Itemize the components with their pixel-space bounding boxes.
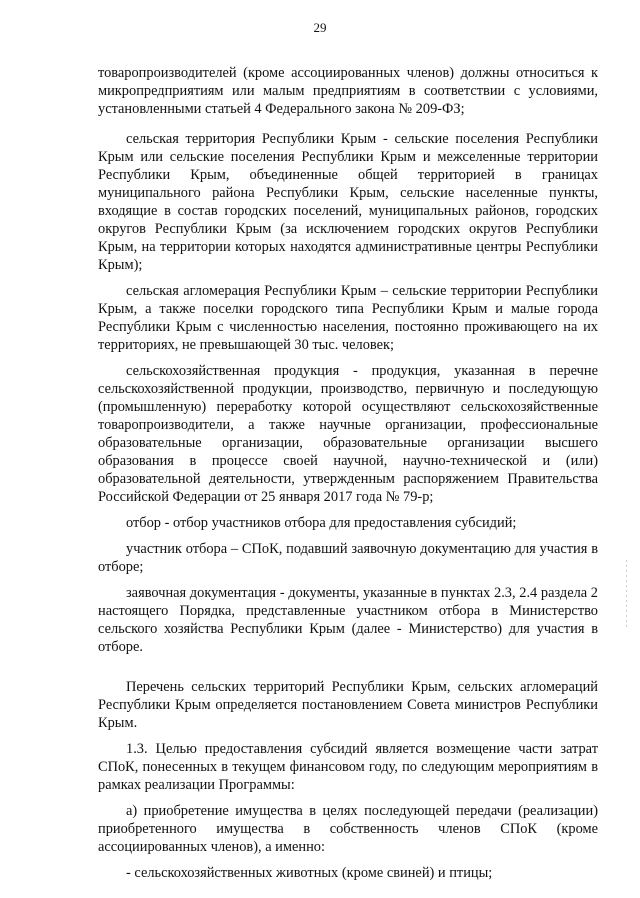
paragraph-rural-agglomeration: сельская агломерация Республики Крым – сельские территории Республики Крым, а также поселки городского типа Республики Крым и малые города Республики Крым с численностью населения, постоянно проживающего на их территориях, не превышающей 30 тыс. человек; [98,283,598,353]
paragraph-selection: отбор - отбор участников отбора для предоставления субсидий; [126,515,517,531]
paragraph-rural-territory: сельская территория Республики Крым - сельские поселения Республики Крым или сельские поселения Республики Крым и межселенные территории Республики Крым, объединенные общей территорией в границах муниципального района Республики Крым, сельские населенные пункты, входящие в состав городских поселений, муниципальных районов, городских округов Республики Крым (за исключением городских округов Республики Крым, на территории которых находятся административные центры Республики Крым); [98,131,598,273]
scan-edge-mark [626,560,627,630]
paragraph-item-a: а) приобретение имущества в целях последующей передачи (реализации) приобретенного имущества в собственность членов СПоК (кроме ассоциированных членов), а именно: [98,803,598,855]
paragraph-bullet-animals: - сельскохозяйственных животных (кроме свиней) и птицы; [126,865,493,881]
paragraph-application-documents: заявочная документация - документы, указанные в пунктах 2.3, 2.4 раздела 2 настоящего Порядка, представленные участником отбора в Министерство сельского хозяйства Республики Крым (далее - Министерство) для участия в отборе. [98,585,598,655]
document-body [98,64,598,890]
paragraph-selection-participant: участник отбора – СПоК, подавший заявочную документацию для участия в отборе; [98,541,598,575]
paragraph-agricultural-products: сельскохозяйственная продукция - продукция, указанная в перечне сельскохозяйственной продукции, производство, первичную и последующую (промышленную) переработку которой осуществляют сельскохозяйственные товаропроизводители, а также научные организации, профессиональные образовательные организации, образовательные организации высшего образования в процессе своей научной, научно-технической и (или) образовательной деятельности, утвержденным распоряжением Правительства Российской Федерации от 25 января 2017 года № 79-р; [98,363,598,505]
paragraph-section-1-3: 1.3. Целью предоставления субсидий является возмещение части затрат СПоК, понесенных в текущем финансовом году, по следующим мероприятиям в рамках реализации Программы: [98,741,598,793]
page-number: 29 [313,20,327,35]
paragraph-continuation: товаропроизводителей (кроме ассоциированных членов) должны относиться к микропредприятиям или малым предприятиям в соответствии с условиями, установленными статьей 4 Федерального закона № 209-ФЗ; [98,65,598,117]
paragraph-list-of-territories: Перечень сельских территорий Республики Крым, сельских агломераций Республики Крым определяется постановлением Совета министров Республики Крым. [98,679,598,731]
